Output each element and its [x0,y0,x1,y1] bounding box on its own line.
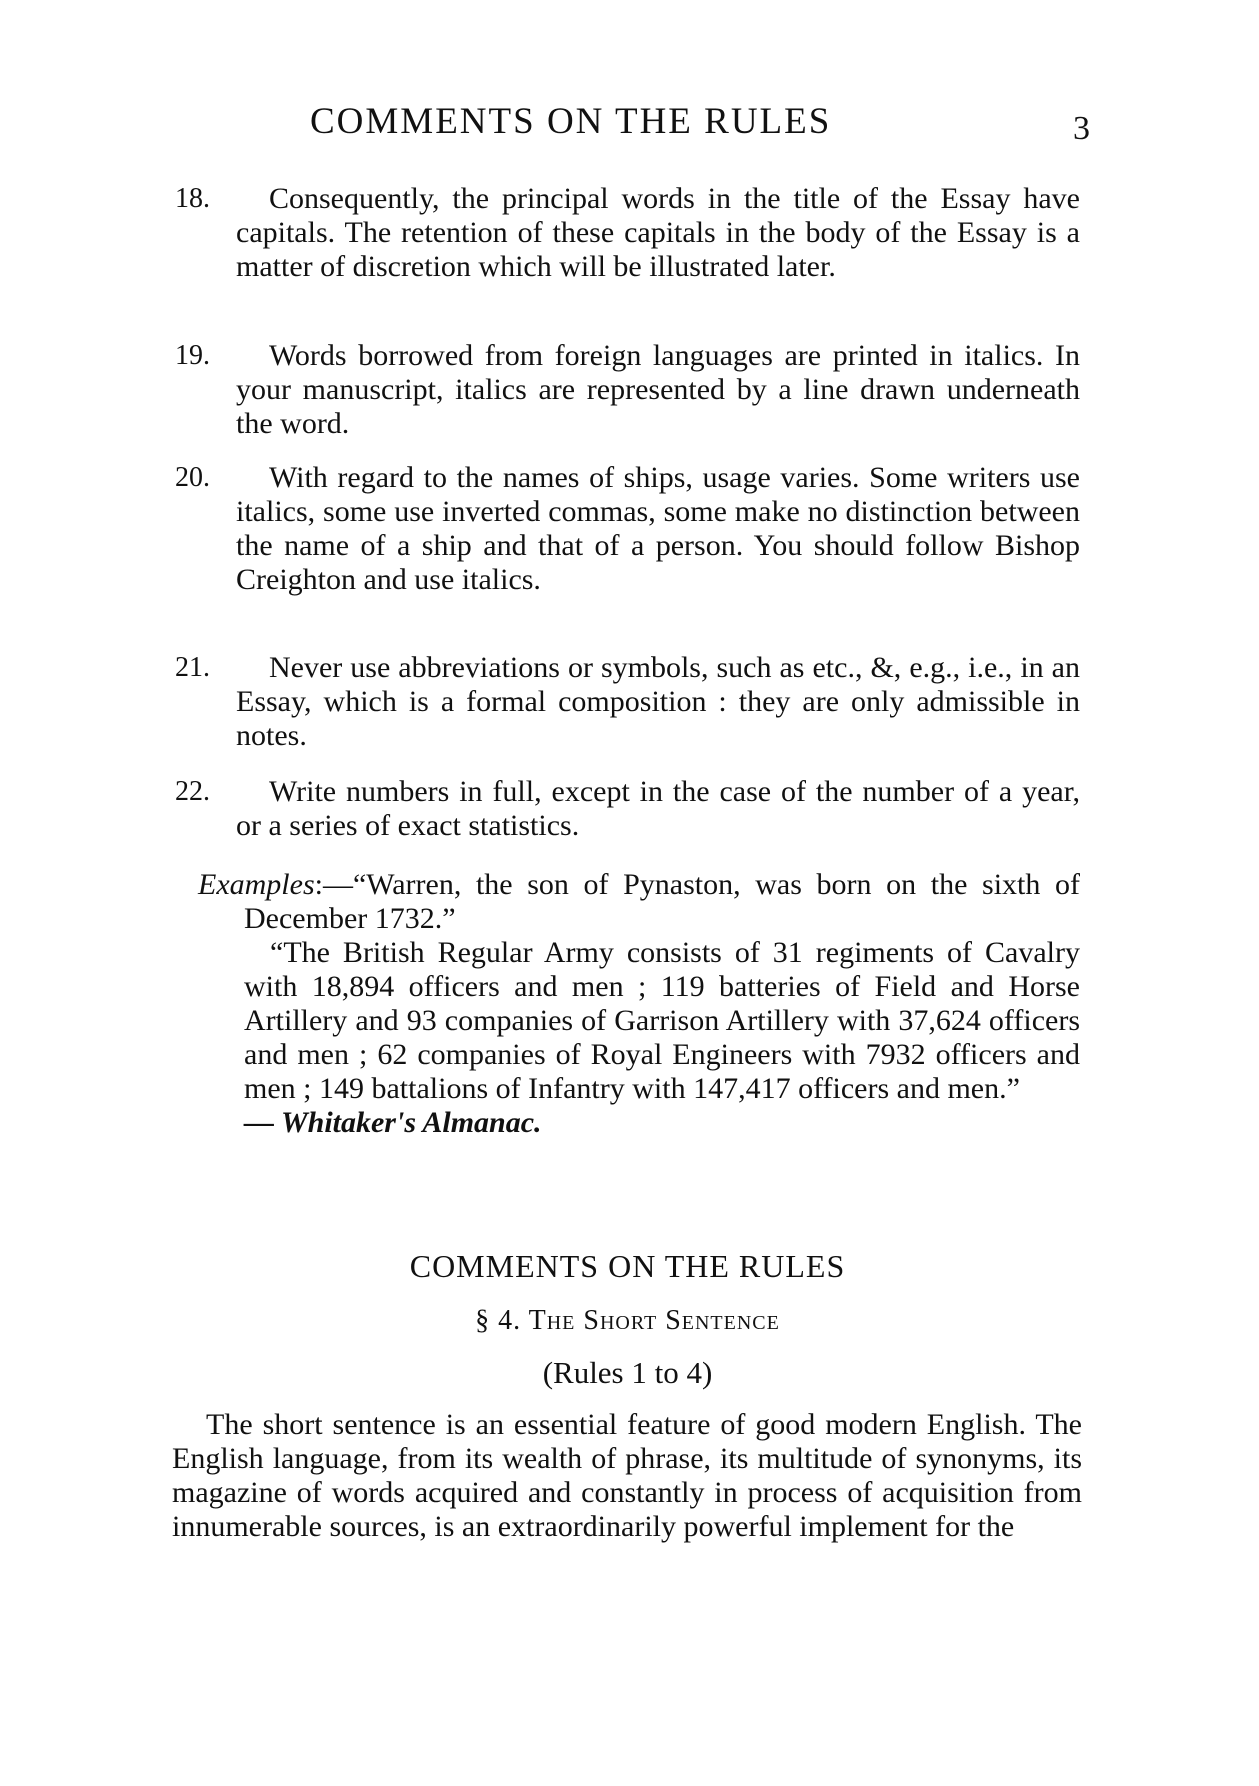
rule-text: Consequently, the principal words in the title of the Essay have capitals. The retention of these capitals in the body of the Essay is a matter of discretion which will be illustrated later. [236,182,1080,283]
running-title: COMMENTS ON THE RULES [310,101,832,142]
rule-number: 21. [175,652,210,683]
rule-number: 22. [175,776,210,807]
section-rules-range: (Rules 1 to 4) [542,1355,713,1390]
example-attribution: — Whitaker's Almanac. [244,1106,542,1139]
rule-21 [175,651,1080,753]
examples-label: Examples [198,868,315,901]
body-paragraph: The short sentence is an essential feature of good modern English. The English language, from its wealth of phrase, its multitude of synonyms, its magazine of words acquired and constantly in process of acquisition from innumerable sources, is an extraordinarily powerful implement for the [172,1408,1082,1543]
rule-22 [175,775,1080,843]
running-head [230,100,1090,150]
example-1 [198,868,1080,936]
rule-19 [175,339,1080,441]
rule-number: 19. [175,340,210,371]
rule-text: Never use abbreviations or symbols, such as etc., &, e.g., i.e., in an Essay, which is a formal composition : they are only admissible in notes. [236,651,1080,752]
examples-label-suffix: :— [314,868,353,901]
rule-20 [175,461,1080,597]
rule-18 [175,182,1080,284]
section-heading: COMMENTS ON THE RULES [409,1248,846,1284]
examples-block [198,868,1080,1140]
rule-text: Write numbers in full, except in the case of the number of a year, or a series of exact statistics. [236,775,1080,842]
rule-number: 20. [175,462,210,493]
rule-number: 18. [175,183,210,214]
rule-text: With regard to the names of ships, usage varies. Some writers use italics, some use inverted commas, some make no distinction between the name of a ship and that of a person. You should follow Bishop Creighton and use italics. [236,461,1080,596]
section-subheading: § 4. The Short Sentence [475,1305,780,1336]
page-number: 3 [1073,110,1090,147]
rule-text: Words borrowed from foreign languages are printed in italics. In your manuscript, italics are represented by a line drawn underneath the word. [236,339,1080,440]
example-quote-2: “The British Regular Army consists of 31 regiments of Cavalry with 18,894 officers and men ; 119 batteries of Field and Horse Artillery and 93 companies of Garrison Artillery with 37,624 officers and men ; 62 companies of Royal Engineers with 7932 officers and men ; 149 battalions of Infantry with 147,417 officers and men.” [244,936,1080,1105]
example-quote-1: “Warren, the son of Pynaston, was born on the sixth of December 1732.” [244,868,1080,935]
